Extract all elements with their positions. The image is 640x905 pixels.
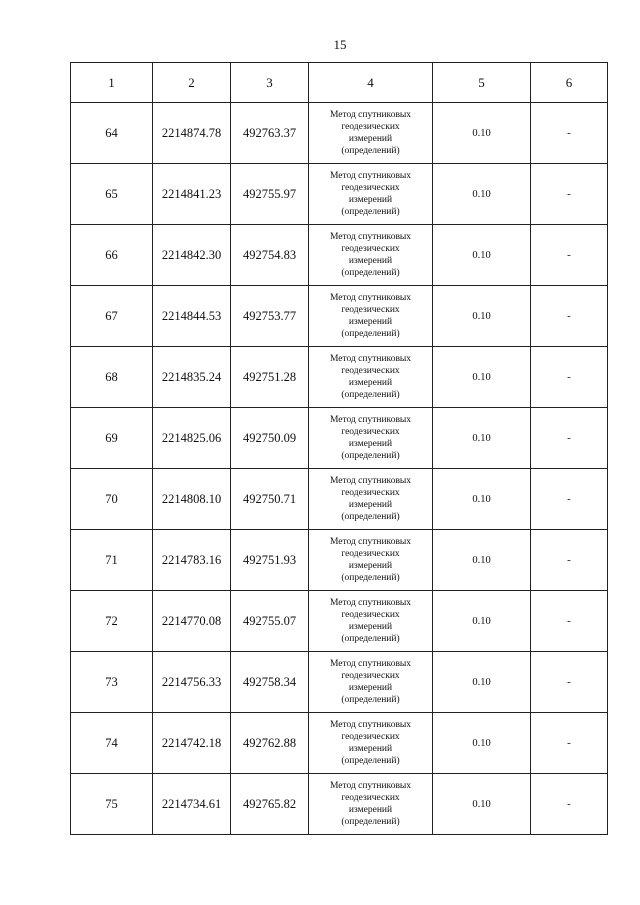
method-text-line: геодезических xyxy=(341,793,400,803)
method-text-line: измерений xyxy=(348,622,393,632)
method-text-line: геодезических xyxy=(341,122,400,132)
accuracy-cell: 0.10 xyxy=(433,713,531,774)
method-cell xyxy=(309,408,433,469)
point-number-cell: 72 xyxy=(71,591,153,652)
x-coordinate-cell: 2214742.18 xyxy=(153,713,231,774)
y-coordinate-cell: 492758.34 xyxy=(231,652,309,713)
method-cell xyxy=(309,774,433,835)
method-text-line: Метод спутниковых xyxy=(329,232,412,242)
note-cell: - xyxy=(531,164,608,225)
method-cell xyxy=(309,347,433,408)
point-number-cell: 65 xyxy=(71,164,153,225)
method-cell xyxy=(309,591,433,652)
method-text-line: Метод спутниковых xyxy=(329,659,412,669)
note-cell: - xyxy=(531,225,608,286)
x-coordinate-cell: 2214844.53 xyxy=(153,286,231,347)
note-cell: - xyxy=(531,591,608,652)
x-coordinate-cell: 2214734.61 xyxy=(153,774,231,835)
y-coordinate-cell: 492750.71 xyxy=(231,469,309,530)
y-coordinate-cell: 492763.37 xyxy=(231,103,309,164)
method-text-line: Метод спутниковых xyxy=(329,110,412,120)
table-row xyxy=(71,530,608,591)
x-coordinate-cell: 2214783.16 xyxy=(153,530,231,591)
accuracy-cell: 0.10 xyxy=(433,347,531,408)
method-text-line: (определений) xyxy=(341,817,400,827)
x-coordinate-cell: 2214835.24 xyxy=(153,347,231,408)
y-coordinate-cell: 492755.07 xyxy=(231,591,309,652)
method-text-line: Метод спутниковых xyxy=(329,293,412,303)
x-coordinate-cell: 2214874.78 xyxy=(153,103,231,164)
point-number-cell: 66 xyxy=(71,225,153,286)
accuracy-cell: 0.10 xyxy=(433,103,531,164)
accuracy-cell: 0.10 xyxy=(433,164,531,225)
point-number-cell: 75 xyxy=(71,774,153,835)
accuracy-cell: 0.10 xyxy=(433,408,531,469)
method-cell xyxy=(309,652,433,713)
x-coordinate-cell: 2214825.06 xyxy=(153,408,231,469)
accuracy-cell: 0.10 xyxy=(433,286,531,347)
point-number-cell: 71 xyxy=(71,530,153,591)
x-coordinate-cell: 2214842.30 xyxy=(153,225,231,286)
point-number-cell: 67 xyxy=(71,286,153,347)
y-coordinate-cell: 492751.28 xyxy=(231,347,309,408)
y-coordinate-cell: 492754.83 xyxy=(231,225,309,286)
method-cell xyxy=(309,286,433,347)
y-coordinate-cell: 492753.77 xyxy=(231,286,309,347)
method-text-line: Метод спутниковых xyxy=(329,598,412,608)
x-coordinate-cell: 2214756.33 xyxy=(153,652,231,713)
table-row xyxy=(71,469,608,530)
point-number-cell: 68 xyxy=(71,347,153,408)
method-text-line: измерений xyxy=(348,256,393,266)
method-text-line: измерений xyxy=(348,439,393,449)
table-row xyxy=(71,652,608,713)
method-text-line: измерений xyxy=(348,561,393,571)
y-coordinate-cell: 492762.88 xyxy=(231,713,309,774)
method-text-line: Метод спутниковых xyxy=(329,171,412,181)
method-text-line: Метод спутниковых xyxy=(329,537,412,547)
table-row xyxy=(71,591,608,652)
method-text-line: Метод спутниковых xyxy=(329,781,412,791)
method-text-line: геодезических xyxy=(341,427,400,437)
accuracy-cell: 0.10 xyxy=(433,591,531,652)
table-row xyxy=(71,774,608,835)
method-text-line: Метод спутниковых xyxy=(329,354,412,364)
method-text-line: геодезических xyxy=(341,244,400,254)
note-cell: - xyxy=(531,774,608,835)
accuracy-cell: 0.10 xyxy=(433,652,531,713)
method-cell xyxy=(309,469,433,530)
column-header-1: 1 xyxy=(71,63,153,103)
point-number-cell: 70 xyxy=(71,469,153,530)
table-row xyxy=(71,713,608,774)
method-text-line: (определений) xyxy=(341,756,400,766)
coordinates-table xyxy=(70,62,608,835)
table-row xyxy=(71,347,608,408)
table-body xyxy=(71,103,608,835)
method-text-line: измерений xyxy=(348,683,393,693)
method-text-line: (определений) xyxy=(341,329,400,339)
table-header-row xyxy=(71,63,608,103)
page-number: 15 xyxy=(333,37,347,52)
method-cell xyxy=(309,530,433,591)
accuracy-cell: 0.10 xyxy=(433,225,531,286)
note-cell: - xyxy=(531,103,608,164)
point-number-cell: 69 xyxy=(71,408,153,469)
method-text-line: Метод спутниковых xyxy=(329,415,412,425)
method-text-line: измерений xyxy=(348,317,393,327)
method-text-line: (определений) xyxy=(341,390,400,400)
point-number-cell: 74 xyxy=(71,713,153,774)
column-header-3: 3 xyxy=(231,63,309,103)
y-coordinate-cell: 492751.93 xyxy=(231,530,309,591)
method-text-line: (определений) xyxy=(341,146,400,156)
method-text-line: (определений) xyxy=(341,634,400,644)
method-text-line: измерений xyxy=(348,195,393,205)
method-text-line: геодезических xyxy=(341,183,400,193)
table-row xyxy=(71,225,608,286)
method-text-line: (определений) xyxy=(341,573,400,583)
method-text-line: измерений xyxy=(348,500,393,510)
x-coordinate-cell: 2214770.08 xyxy=(153,591,231,652)
method-text-line: геодезических xyxy=(341,549,400,559)
column-header-2: 2 xyxy=(153,63,231,103)
x-coordinate-cell: 2214841.23 xyxy=(153,164,231,225)
method-cell xyxy=(309,103,433,164)
method-text-line: измерений xyxy=(348,134,393,144)
accuracy-cell: 0.10 xyxy=(433,530,531,591)
table-row xyxy=(71,408,608,469)
y-coordinate-cell: 492750.09 xyxy=(231,408,309,469)
method-text-line: Метод спутниковых xyxy=(329,720,412,730)
method-text-line: (определений) xyxy=(341,695,400,705)
column-header-4: 4 xyxy=(309,63,433,103)
note-cell: - xyxy=(531,286,608,347)
method-cell xyxy=(309,225,433,286)
method-text-line: Метод спутниковых xyxy=(329,476,412,486)
table-row xyxy=(71,286,608,347)
method-text-line: (определений) xyxy=(341,451,400,461)
method-text-line: измерений xyxy=(348,744,393,754)
column-header-6: 6 xyxy=(531,63,608,103)
method-text-line: геодезических xyxy=(341,732,400,742)
method-cell xyxy=(309,164,433,225)
method-text-line: (определений) xyxy=(341,512,400,522)
method-text-line: измерений xyxy=(348,805,393,815)
method-text-line: геодезических xyxy=(341,488,400,498)
method-text-line: геодезических xyxy=(341,610,400,620)
table-row xyxy=(71,164,608,225)
accuracy-cell: 0.10 xyxy=(433,469,531,530)
column-header-5: 5 xyxy=(433,63,531,103)
note-cell: - xyxy=(531,347,608,408)
point-number-cell: 73 xyxy=(71,652,153,713)
note-cell: - xyxy=(531,408,608,469)
method-text-line: геодезических xyxy=(341,366,400,376)
method-text-line: измерений xyxy=(348,378,393,388)
note-cell: - xyxy=(531,530,608,591)
method-text-line: геодезических xyxy=(341,305,400,315)
method-text-line: (определений) xyxy=(341,207,400,217)
accuracy-cell: 0.10 xyxy=(433,774,531,835)
method-text-line: геодезических xyxy=(341,671,400,681)
note-cell: - xyxy=(531,713,608,774)
table-row xyxy=(71,103,608,164)
y-coordinate-cell: 492765.82 xyxy=(231,774,309,835)
method-text-line: (определений) xyxy=(341,268,400,278)
y-coordinate-cell: 492755.97 xyxy=(231,164,309,225)
note-cell: - xyxy=(531,469,608,530)
method-cell xyxy=(309,713,433,774)
note-cell: - xyxy=(531,652,608,713)
x-coordinate-cell: 2214808.10 xyxy=(153,469,231,530)
point-number-cell: 64 xyxy=(71,103,153,164)
